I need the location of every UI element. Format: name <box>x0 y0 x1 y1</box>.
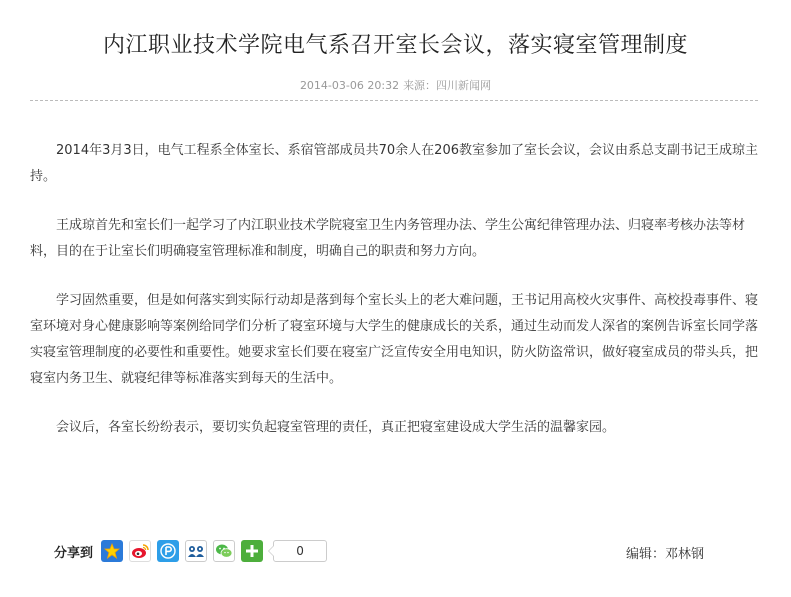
share-count-bubble <box>273 540 327 562</box>
paragraph: 学习固然重要，但是如何落实到实际行动却是落到每个室长头上的老大难问题，王书记用高校火灾事件、高校投毒事件、寝室环境对身心健康影响等案例给同学们分析了寝室环境与大学生的健康成长的关系，通过生动而发人深省的案例告诉室长同学落实寝室管理制度的必要性和重要性。她要求室长们要在寝室广泛宣传安全用电知识，防火防盗常识，做好寝室成员的带头兵，把寝室内务卫生、就寝纪律等标准落实到每天的生活中。 <box>30 293 759 386</box>
share-label: 分享到 <box>54 545 94 561</box>
article-meta <box>0 78 791 94</box>
paragraph: 会议后，各室长纷纷表示，要切实负起寝室管理的责任，真正把寝室建设成大学生活的温馨家园。 <box>56 420 616 435</box>
renren-icon <box>187 544 205 558</box>
share-pengyou-button[interactable] <box>157 540 179 562</box>
star-icon <box>104 543 120 559</box>
editor-credit: 编辑：邓林钢 <box>626 547 705 562</box>
share-more-button[interactable] <box>241 540 263 562</box>
share-wechat-button[interactable] <box>213 540 235 562</box>
share-count: 0 <box>273 540 327 562</box>
publish-date: 2014-03-06 20:32 <box>299 79 400 92</box>
plus-icon <box>245 544 259 558</box>
article-source: 来源：四川新闻网 <box>403 79 492 92</box>
share-qzone-button[interactable] <box>101 540 123 562</box>
share-weibo-button[interactable] <box>129 540 151 562</box>
article-title: 内江职业技术学院电气系召开室长会议，落实寝室管理制度 <box>102 33 688 58</box>
pengyou-icon <box>160 543 176 559</box>
title-divider <box>30 100 758 101</box>
article-body <box>30 138 758 464</box>
weibo-icon <box>131 543 149 559</box>
wechat-icon <box>215 543 233 559</box>
paragraph: 王成琼首先和室长们一起学习了内江职业技术学院寝室卫生内务管理办法、学生公寓纪律管理办法、归寝率考核办法等材料，目的在于让室长们明确寝室管理标准和制度，明确自己的职责和努力方向。 <box>30 218 746 259</box>
paragraph: 2014年3月3日，电气工程系全体室长、系宿管部成员共70余人在206教室参加了室长会议，会议由系总支副书记王成琼主持。 <box>30 143 758 184</box>
share-renren-button[interactable] <box>185 540 207 562</box>
share-bar <box>54 539 327 563</box>
